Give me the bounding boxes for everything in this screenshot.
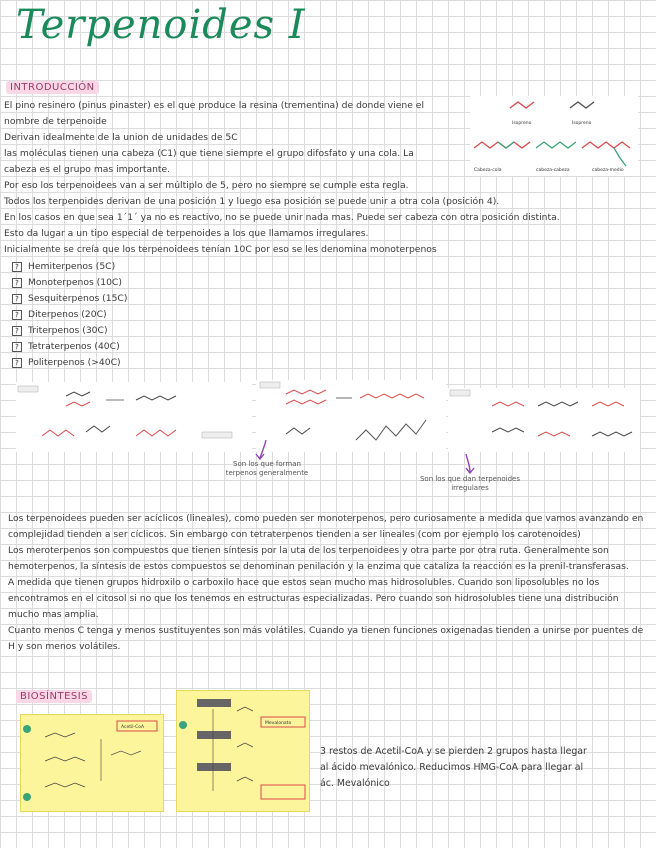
list-item-label: Triterpenos (30C)	[28, 325, 108, 336]
list-item	[12, 291, 127, 307]
list-item	[12, 323, 127, 339]
figure-svg	[470, 96, 638, 176]
figure-note: Son los que forman terpenos generalmente	[225, 460, 309, 477]
page-title: Terpenoides I	[16, 2, 306, 48]
figure-label: cabeza-medio	[592, 168, 624, 173]
list-item	[12, 339, 127, 355]
list-item	[12, 275, 127, 291]
figure-head-tail-unions	[470, 96, 638, 176]
section-label-biosintesis: BIOSÍNTESIS	[16, 690, 92, 703]
figure-label: Isopreno	[512, 121, 532, 126]
list-item-label: Politerpenos (>40C)	[28, 357, 121, 368]
intro-line: las moléculas tienen una cabeza (C1) que tiene siempre el grupo difosfato y una cola. La	[4, 148, 414, 159]
terpene-class-list	[12, 259, 127, 371]
figure-pathway-1	[20, 714, 164, 812]
body-paragraphs	[8, 511, 644, 655]
intro-line: Esto da lugar a un tipo especial de terpenoides a los que llamamos irregulares.	[4, 228, 369, 239]
intro-line: cabeza es el grupo mas importante.	[4, 164, 171, 175]
checkbox-icon: ?	[12, 294, 22, 304]
figure-diagram-2	[256, 380, 446, 452]
figure-box-label: Mevalonato	[265, 721, 292, 726]
intro-lines-bottom	[4, 178, 649, 258]
list-item-label: Tetraterpenos (40C)	[28, 341, 120, 352]
body-paragraph: Cuanto menos C tenga y menos sustituyentes son más volátiles. Cuando ya tienen funciones oxigenadas tienden a unirse por puentes de H y son menos volátiles.	[8, 625, 644, 652]
intro-line: Derivan idealmente de la union de unidades de 5C	[4, 132, 238, 143]
intro-line: El pino resinero (pinus pinaster) es el que produce la resina (trementina) de donde viene el	[4, 100, 425, 111]
figure-note: Son los que dan terpenoides irregulares	[419, 475, 521, 492]
checkbox-icon: ?	[12, 310, 22, 320]
list-item	[12, 355, 127, 371]
checkbox-icon: ?	[12, 278, 22, 288]
arrow-down-icon	[252, 438, 272, 462]
list-item-label: Diterpenos (20C)	[28, 309, 107, 320]
figure-diagram-3	[448, 388, 640, 452]
body-paragraph: Los meroterpenos son compuestos que tienen síntesis por la uta de los terpenoidees y otra parte por otra ruta. Generalmente son hemoterpenos, la síntesis de estos compuestos se denominan penilación y la enzima que cataliza la reacción es la prenil-transferasas.	[8, 545, 629, 572]
checkbox-icon: ?	[12, 262, 22, 272]
intro-line: Todos los terpenoides derivan de una posición 1 y luego esa posición se puede unir a otra cola (posición 4).	[4, 196, 500, 207]
body-paragraph: Los terpenoidees pueden ser acíclicos (lineales), como pueden ser monoterpenos, pero curiosamente a medida que vamos avanzando en complejidad tienden a ser cíclicos. Sin embargo con tetraterpenos tienden a ser lineales (com por ejemplo los carotenoides)	[8, 513, 644, 540]
list-item-label: Hemiterpenos (5C)	[28, 261, 116, 272]
figure-box-label: Acetil-CoA	[121, 725, 145, 730]
body-paragraph: A medida que tienen grupos hidroxilo o carboxilo hace que estos sean mucho mas hidrosolubles. Cuando son liposolubles no los encontramos en el citosol si no que los tenemos en estructuras especializadas. Pero cuando son hidrosolubles tiene una distribución mucho mas amplia.	[8, 577, 619, 620]
section-label-introduccion: INTRODUCCIÓN	[6, 81, 99, 94]
checkbox-icon: ?	[12, 358, 22, 368]
biosintesis-text: 3 restos de Acetil-CoA y se pierden 2 grupos hasta llegar al ácido mevalónico. Reducimos HMG-CoA para llegar al ác. Mevalónico	[320, 746, 587, 789]
list-item-label: Sesquiterpenos (15C)	[28, 293, 128, 304]
intro-line: En los casos en que sea 1´1´ ya no es reactivo, no se puede unir nada mas. Puede ser cabeza con otra posición distinta.	[4, 212, 560, 223]
checkbox-icon: ?	[12, 342, 22, 352]
intro-lines-top	[4, 98, 474, 178]
list-item-label: Monoterpenos (10C)	[28, 277, 122, 288]
figure-diagram-1	[16, 382, 252, 452]
arrow-down-icon	[458, 452, 478, 476]
figure-label: cabeza-cabeza	[536, 168, 570, 173]
checkbox-icon: ?	[12, 326, 22, 336]
figure-label: Cabeza-cola	[474, 168, 502, 173]
figure-pathway-2	[176, 690, 310, 812]
figure-label: Isopreno	[572, 121, 592, 126]
intro-line: Inicialmente se creía que los terpenoidees tenían 10C por eso se les denomina monoterpenos	[4, 244, 437, 255]
list-item	[12, 259, 127, 275]
list-item	[12, 307, 127, 323]
intro-line: nombre de terpenoide	[4, 116, 107, 127]
intro-line: Por eso los terpenoidees van a ser múltiplo de 5, pero no siempre se cumple esta regla.	[4, 180, 409, 191]
